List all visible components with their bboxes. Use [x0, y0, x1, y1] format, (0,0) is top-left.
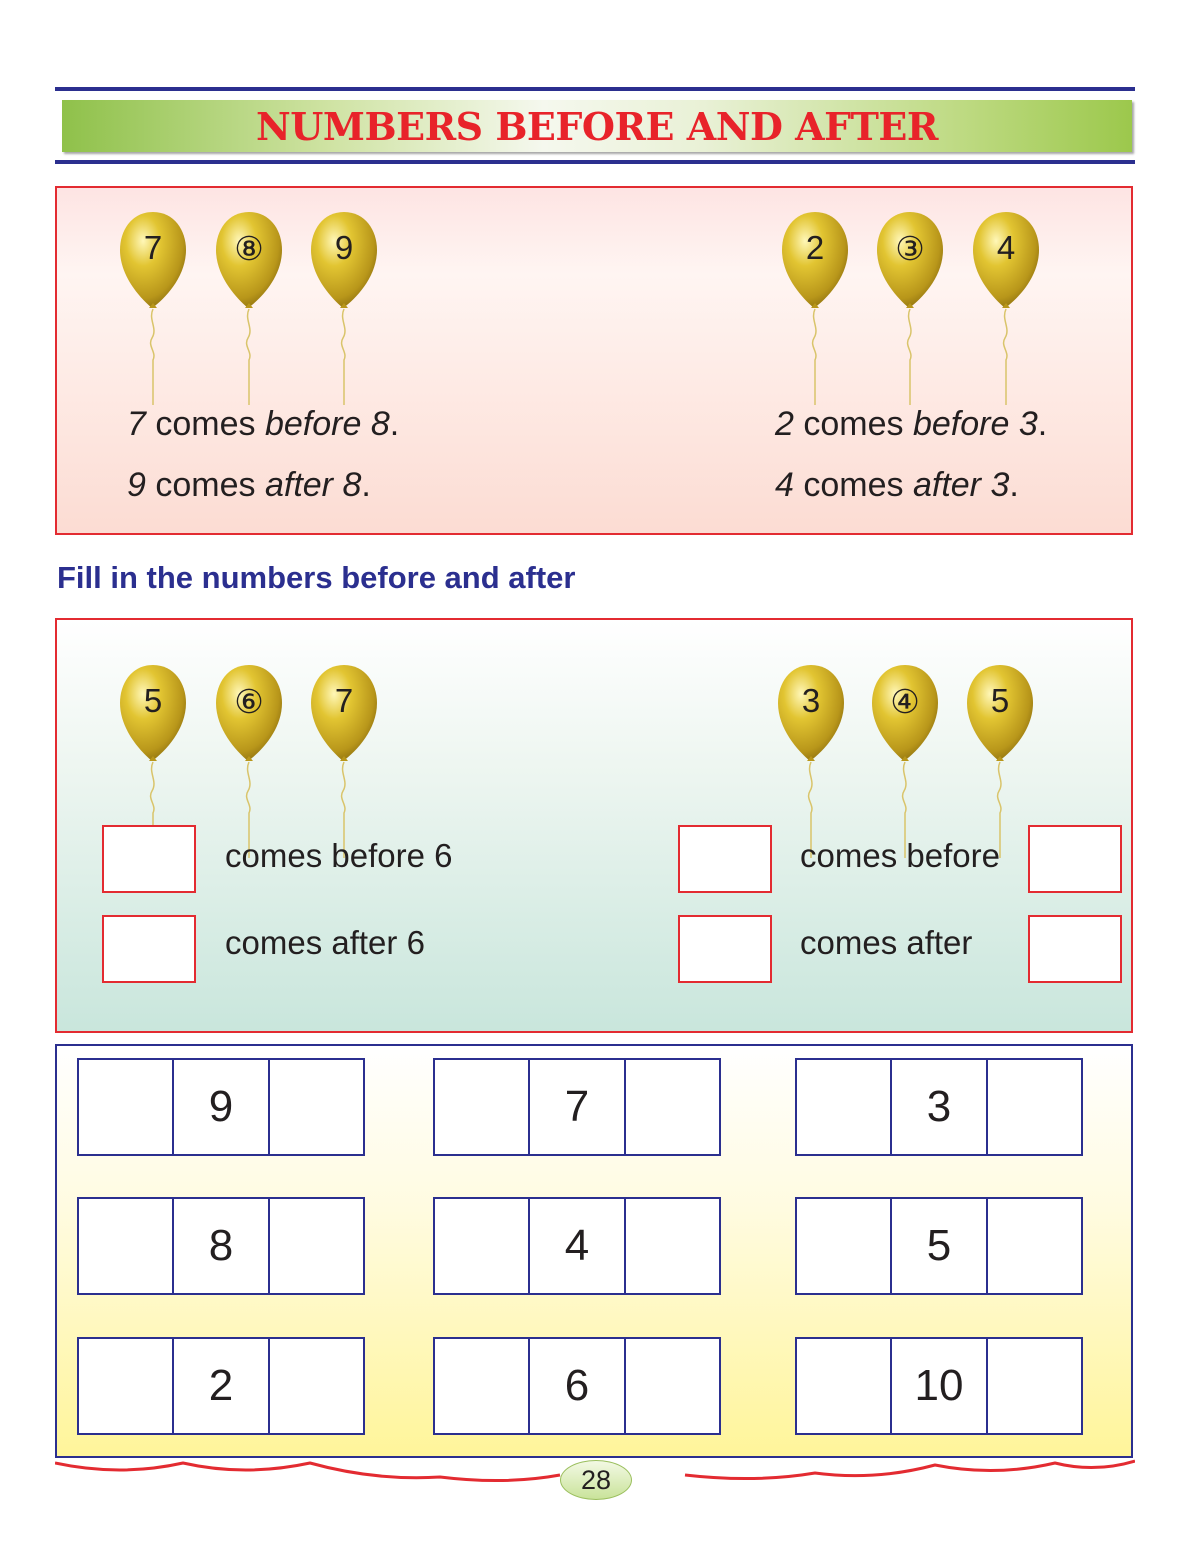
balloon-number: 7: [143, 229, 163, 266]
example-sentence-before: [127, 405, 399, 444]
balloon-icon: [120, 210, 190, 400]
balloon-number: 9: [334, 229, 354, 266]
number-triple: [77, 1337, 365, 1435]
sentence-period: .: [1009, 466, 1019, 504]
balloon-number: 7: [334, 682, 354, 719]
fill-text-before: comes before: [800, 837, 1000, 874]
balloon-icon: [967, 663, 1037, 853]
balloon-number: 5: [143, 682, 163, 719]
given-number-cell: 7: [528, 1058, 625, 1156]
balloon-icon: [973, 210, 1043, 400]
balloon-number: 5: [990, 682, 1010, 719]
sentence-relation: before: [264, 405, 362, 443]
balloon-number-circled: ③: [895, 230, 925, 267]
blank-before-cell[interactable]: [433, 1197, 530, 1295]
blank-before-cell[interactable]: [433, 1058, 530, 1156]
given-number-cell: 10: [890, 1337, 987, 1435]
fill-text-before: comes before 6: [225, 837, 453, 874]
given-number-cell: 9: [172, 1058, 269, 1156]
given-number-cell: 8: [172, 1197, 269, 1295]
blank-before-cell[interactable]: [433, 1337, 530, 1435]
sentence-number: 9: [127, 466, 146, 504]
number-triple: [77, 1058, 365, 1156]
sentence-number: 2: [775, 405, 794, 443]
balloon-icon: [782, 210, 852, 400]
answer-box-after[interactable]: [102, 915, 196, 983]
sentence-number: 3: [1009, 405, 1038, 443]
example-sentence-after: [775, 466, 1019, 505]
fill-text-after: comes after: [800, 924, 973, 961]
blank-before-cell[interactable]: [77, 1337, 174, 1435]
sentence-number: 8: [361, 405, 390, 443]
blank-after-cell[interactable]: [624, 1058, 721, 1156]
title-banner: [62, 100, 1132, 152]
number-triple: [433, 1197, 721, 1295]
sentence-number: 4: [775, 466, 794, 504]
balloon-number: 3: [801, 682, 821, 719]
answer-box-after[interactable]: [678, 915, 772, 983]
sentence-word: comes: [793, 405, 913, 443]
balloon-number-circled: ④: [890, 683, 920, 720]
balloon-number: 4: [996, 229, 1016, 266]
balloon-number: 2: [805, 229, 825, 266]
banner-bottom-rule: [55, 160, 1135, 164]
number-triple: [795, 1058, 1083, 1156]
given-number-cell: 4: [528, 1197, 625, 1295]
sentence-relation: after: [912, 466, 982, 504]
balloon-icon: [877, 210, 947, 400]
blank-after-cell[interactable]: [624, 1197, 721, 1295]
blank-after-cell[interactable]: [268, 1337, 365, 1435]
number-triple: [433, 1337, 721, 1435]
blank-before-cell[interactable]: [795, 1058, 892, 1156]
given-number-cell: 5: [890, 1197, 987, 1295]
example-sentence-before: [775, 405, 1047, 444]
balloon-number-circled: ⑥: [234, 683, 264, 720]
answer-box-target[interactable]: [1028, 825, 1122, 893]
number-triple: [77, 1197, 365, 1295]
sentence-relation: before: [912, 405, 1010, 443]
sentence-word: comes: [793, 466, 913, 504]
blank-after-cell[interactable]: [268, 1058, 365, 1156]
blank-before-cell[interactable]: [77, 1197, 174, 1295]
sentence-number: 3: [981, 466, 1010, 504]
balloon-icon: [778, 663, 848, 853]
blank-before-cell[interactable]: [77, 1058, 174, 1156]
answer-box-target[interactable]: [1028, 915, 1122, 983]
blank-after-cell[interactable]: [268, 1197, 365, 1295]
balloon-icon: [872, 663, 942, 853]
blank-after-cell[interactable]: [624, 1337, 721, 1435]
number-triple: [795, 1337, 1083, 1435]
blank-after-cell[interactable]: [986, 1337, 1083, 1435]
banner-top-rule: [55, 87, 1135, 91]
sentence-period: .: [389, 405, 400, 443]
balloon-icon: [311, 210, 381, 400]
sentence-word: comes: [145, 405, 265, 443]
answer-box-before[interactable]: [678, 825, 772, 893]
answer-box-before[interactable]: [102, 825, 196, 893]
sentence-period: .: [1037, 405, 1048, 443]
blank-before-cell[interactable]: [795, 1197, 892, 1295]
blank-after-cell[interactable]: [986, 1058, 1083, 1156]
page-title: NUMBERS BEFORE AND AFTER: [256, 103, 938, 149]
number-triple: [795, 1197, 1083, 1295]
page-number: 28: [560, 1460, 632, 1500]
section-heading: Fill in the numbers before and after: [57, 560, 576, 595]
blank-after-cell[interactable]: [986, 1197, 1083, 1295]
blank-before-cell[interactable]: [795, 1337, 892, 1435]
balloon-number-circled: ⑧: [234, 230, 264, 267]
sentence-number: 7: [127, 405, 146, 443]
sentence-relation: after: [264, 466, 334, 504]
sentence-number: 8: [333, 466, 362, 504]
given-number-cell: 2: [172, 1337, 269, 1435]
balloon-icon: [216, 663, 286, 853]
balloon-icon: [311, 663, 381, 853]
sentence-period: .: [361, 466, 371, 504]
example-sentence-after: [127, 466, 371, 505]
sentence-word: comes: [145, 466, 265, 504]
given-number-cell: 6: [528, 1337, 625, 1435]
number-triple: [433, 1058, 721, 1156]
balloon-icon: [216, 210, 286, 400]
fill-text-after: comes after 6: [225, 924, 425, 961]
given-number-cell: 3: [890, 1058, 987, 1156]
